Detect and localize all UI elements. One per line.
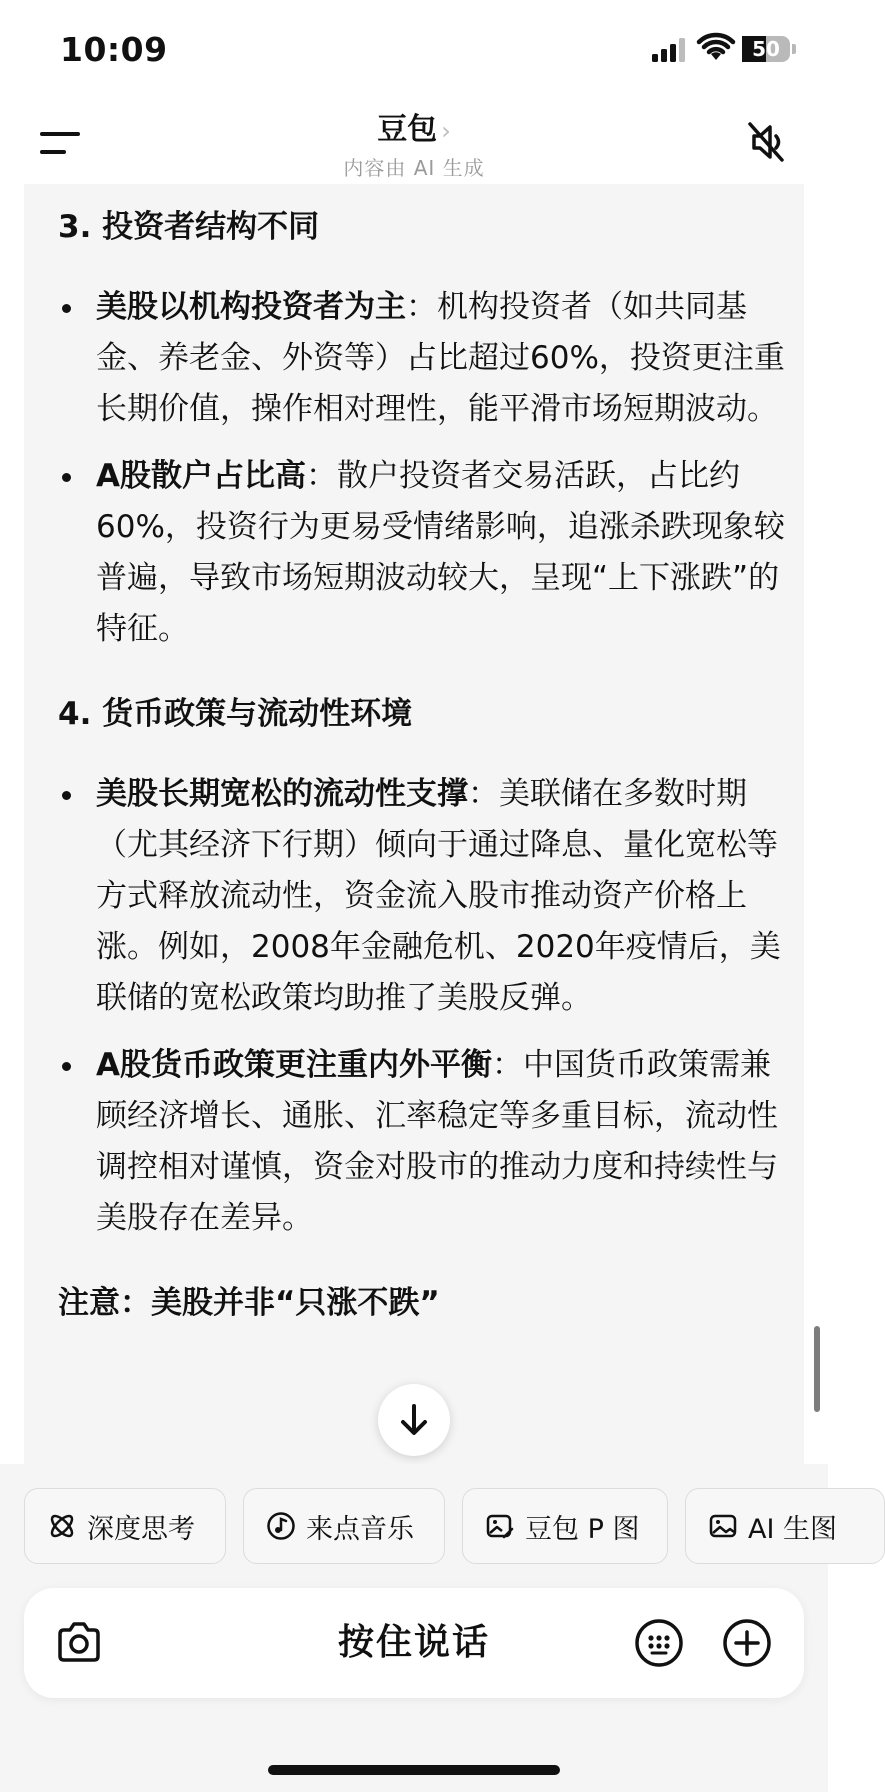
battery-cap bbox=[792, 44, 796, 54]
quick-action-chips bbox=[24, 1488, 838, 1564]
chip-label: 深度思考 bbox=[87, 1513, 195, 1545]
bullet-text: ：机构投资者（如共同基金、养老金、外资等）占比超过60%，投资更注重长期价值，操作相对理性，能平滑市场短期波动。 bbox=[96, 289, 785, 427]
signal-icon bbox=[652, 38, 688, 62]
speaker-muted-icon[interactable] bbox=[746, 120, 786, 164]
battery-level: 50 bbox=[752, 37, 780, 61]
atom-icon bbox=[47, 1511, 77, 1541]
scrollbar-thumb[interactable] bbox=[814, 1326, 820, 1412]
header-title-group[interactable] bbox=[0, 104, 828, 181]
scroll-to-bottom-button[interactable] bbox=[378, 1384, 450, 1456]
music-icon bbox=[266, 1511, 296, 1541]
chat-header bbox=[0, 100, 828, 184]
chevron-right-icon: › bbox=[441, 117, 451, 145]
chip-label: 来点音乐 bbox=[306, 1513, 414, 1545]
bullet-label: 美股长期宽松的流动性支撑 bbox=[96, 776, 468, 812]
bullet-text: ：美联储在多数时期（尤其经济下行期）倾向于通过降息、量化宽松等方式释放流动性，资金流入股市推动资产价格上涨。例如，2008年金融危机、2020年疫情后，美联储的宽松政策均助推了美股反弹。 bbox=[96, 776, 781, 1016]
bullet-list bbox=[58, 769, 788, 1244]
header-subtitle: 内容由 AI 生成 bbox=[343, 156, 485, 180]
chip-image-edit[interactable] bbox=[462, 1488, 668, 1564]
image-icon bbox=[708, 1511, 738, 1541]
bullet-list bbox=[58, 282, 788, 655]
home-indicator[interactable] bbox=[268, 1765, 560, 1775]
note-heading: 注意：美股并非“只涨不跌” bbox=[58, 1285, 440, 1321]
wifi-icon bbox=[698, 34, 734, 62]
bullet-label: A股货币政策更注重内外平衡 bbox=[96, 1047, 492, 1083]
chip-label: 豆包 P 图 bbox=[525, 1513, 640, 1545]
assistant-message bbox=[24, 184, 804, 1464]
header-title: 豆包 bbox=[377, 112, 438, 147]
list-item bbox=[58, 769, 788, 1024]
bullet-label: A股散户占比高 bbox=[96, 458, 306, 494]
section-heading: 4. 货币政策与流动性环境 bbox=[58, 696, 413, 732]
bullet-label: 美股以机构投资者为主 bbox=[96, 289, 406, 325]
status-bar bbox=[0, 0, 828, 100]
plus-icon[interactable] bbox=[722, 1618, 772, 1668]
image-edit-icon bbox=[485, 1511, 515, 1541]
list-item bbox=[58, 1040, 788, 1244]
arrow-down-icon bbox=[398, 1402, 430, 1438]
status-time: 10:09 bbox=[60, 30, 168, 69]
bullet-text: ：中国货币政策需兼顾经济增长、通胀、汇率稳定等多重目标，流动性调控相对谨慎，资金对股市的推动力度和持续性与美股存在差异。 bbox=[96, 1047, 778, 1236]
chip-ai-image[interactable] bbox=[685, 1488, 885, 1564]
bullet-text: ：散户投资者交易活跃，占比约60%，投资行为更易受情绪影响，追涨杀跌现象较普遍，导致市场短期波动较大，呈现“上下涨跌”的特征。 bbox=[96, 458, 785, 647]
chip-deep-thinking[interactable] bbox=[24, 1488, 226, 1564]
camera-icon[interactable] bbox=[54, 1618, 104, 1666]
emoji-keypad-icon[interactable] bbox=[634, 1618, 684, 1668]
composer-area bbox=[0, 1464, 838, 1792]
list-item bbox=[58, 451, 788, 655]
hold-to-talk-button[interactable]: 按住说话 bbox=[337, 1622, 490, 1663]
chip-music[interactable] bbox=[243, 1488, 445, 1564]
section-heading: 3. 投资者结构不同 bbox=[58, 209, 320, 245]
input-bar bbox=[24, 1588, 804, 1698]
list-item bbox=[58, 282, 788, 435]
battery-icon bbox=[742, 36, 790, 62]
chip-label: AI 生图 bbox=[748, 1513, 838, 1545]
